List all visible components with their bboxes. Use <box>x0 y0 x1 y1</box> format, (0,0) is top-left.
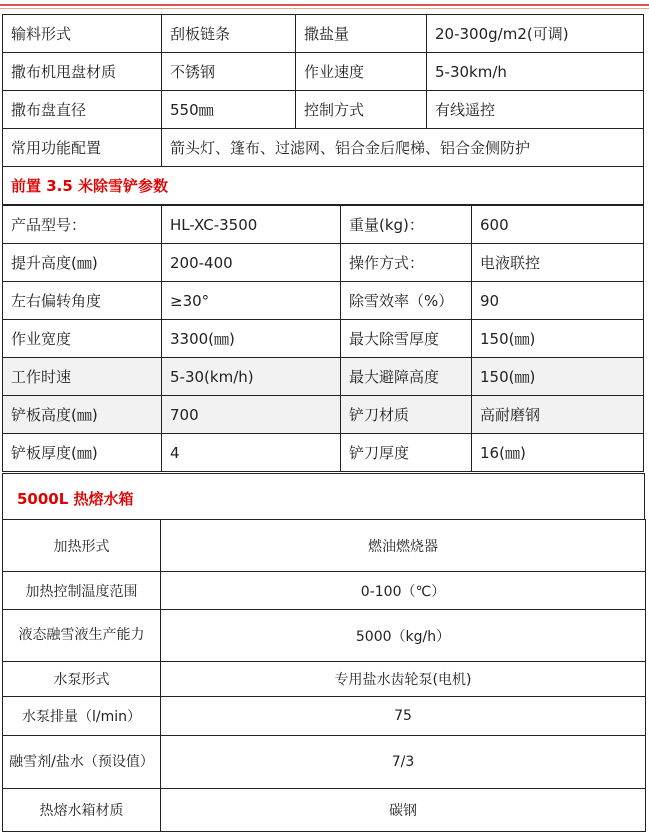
spec-label: 控制方式 <box>296 91 427 129</box>
section-header-row <box>3 167 644 205</box>
spec-label: 最大避障高度 <box>341 358 472 396</box>
table-row <box>3 358 644 396</box>
spec-value: 3300(㎜) <box>162 320 341 358</box>
spec-value: 90 <box>472 282 644 320</box>
spec-value: 7/3 <box>161 736 646 789</box>
spec-value: 600 <box>472 206 644 244</box>
table-row <box>3 91 644 129</box>
spec-value: 5000（kg/h） <box>161 610 646 662</box>
spec-label: 作业宽度 <box>3 320 162 358</box>
spec-label: 加热控制温度范围 <box>3 572 161 610</box>
spec-value: 燃油燃烧器 <box>161 520 646 572</box>
table-row <box>3 572 646 610</box>
spec-value: 专用盐水齿轮泵(电机) <box>161 662 646 697</box>
spec-label: 水泵形式 <box>3 662 161 697</box>
spec-label: 热熔水箱材质 <box>3 789 161 832</box>
spec-value: 不锈钢 <box>162 53 296 91</box>
spec-label: 常用功能配置 <box>3 129 162 167</box>
table-row <box>3 129 644 167</box>
spec-label: 操作方式： <box>341 244 472 282</box>
spec-label: 输料形式 <box>3 15 162 53</box>
table-row <box>3 697 646 736</box>
table-row <box>3 244 644 282</box>
spec-value: 75 <box>161 697 646 736</box>
spec-label: 提升高度(㎜) <box>3 244 162 282</box>
spec-label: 最大除雪厚度 <box>341 320 472 358</box>
spec-value: HL-XC-3500 <box>162 206 341 244</box>
top-rule <box>0 4 649 6</box>
section-title-plow: 前置 3.5 米除雪铲参数 <box>3 167 644 205</box>
table-row <box>3 396 644 434</box>
spec-value: 4 <box>162 434 341 472</box>
spec-label: 撒布机甩盘材质 <box>3 53 162 91</box>
spec-value: 200-400 <box>162 244 341 282</box>
section-title-tank: 5000L 热熔水箱 <box>17 490 134 508</box>
table-row <box>3 789 646 832</box>
table-row <box>3 662 646 697</box>
spec-label: 作业速度 <box>296 53 427 91</box>
spec-label: 撒布盘直径 <box>3 91 162 129</box>
spec-label: 水泵排量（l/min） <box>3 697 161 736</box>
top-rule-secondary <box>0 8 649 9</box>
table-row <box>3 282 644 320</box>
spec-value: ≥30° <box>162 282 341 320</box>
table-row <box>3 320 644 358</box>
spec-value: 16(㎜) <box>472 434 644 472</box>
spec-value: 550㎜ <box>162 91 296 129</box>
spec-value: 碳钢 <box>161 789 646 832</box>
section-header-tank <box>2 473 645 520</box>
spec-label: 产品型号： <box>3 206 162 244</box>
spec-value: 150(㎜) <box>472 320 644 358</box>
spec-value: 电液联控 <box>472 244 644 282</box>
spreader-spec-table <box>2 14 644 205</box>
table-row <box>3 610 646 662</box>
table-row <box>3 53 644 91</box>
spec-value: 5-30(km/h) <box>162 358 341 396</box>
spec-label: 加热形式 <box>3 520 161 572</box>
spec-value: 150(㎜) <box>472 358 644 396</box>
spec-value: 20-300g/m2(可调) <box>427 15 644 53</box>
table-row <box>3 206 644 244</box>
spec-label: 重量(kg)： <box>341 206 472 244</box>
tank-spec-table <box>2 519 646 832</box>
spec-value: 0-100（℃） <box>161 572 646 610</box>
table-row <box>3 736 646 789</box>
plow-spec-table <box>2 205 644 472</box>
spec-value: 5-30km/h <box>427 53 644 91</box>
spec-value: 高耐磨钢 <box>472 396 644 434</box>
spec-label: 撒盐量 <box>296 15 427 53</box>
table-row <box>3 434 644 472</box>
spec-label: 除雪效率（%） <box>341 282 472 320</box>
spec-label: 工作时速 <box>3 358 162 396</box>
spec-label: 融雪剂/盐水（预设值） <box>3 736 161 789</box>
spec-label: 铲板厚度(㎜) <box>3 434 162 472</box>
spec-value: 刮板链条 <box>162 15 296 53</box>
table-row <box>3 520 646 572</box>
spec-value: 700 <box>162 396 341 434</box>
spec-value: 有线遥控 <box>427 91 644 129</box>
spec-label: 左右偏转角度 <box>3 282 162 320</box>
function-config-value: 箭头灯、篷布、过滤网、铝合金后爬梯、铝合金侧防护 <box>162 129 644 167</box>
spec-label: 铲刀材质 <box>341 396 472 434</box>
spec-label: 铲板高度(㎜) <box>3 396 162 434</box>
table-row <box>3 15 644 53</box>
spec-label: 铲刀厚度 <box>341 434 472 472</box>
spec-label: 液态融雪液生产能力 <box>3 610 161 662</box>
